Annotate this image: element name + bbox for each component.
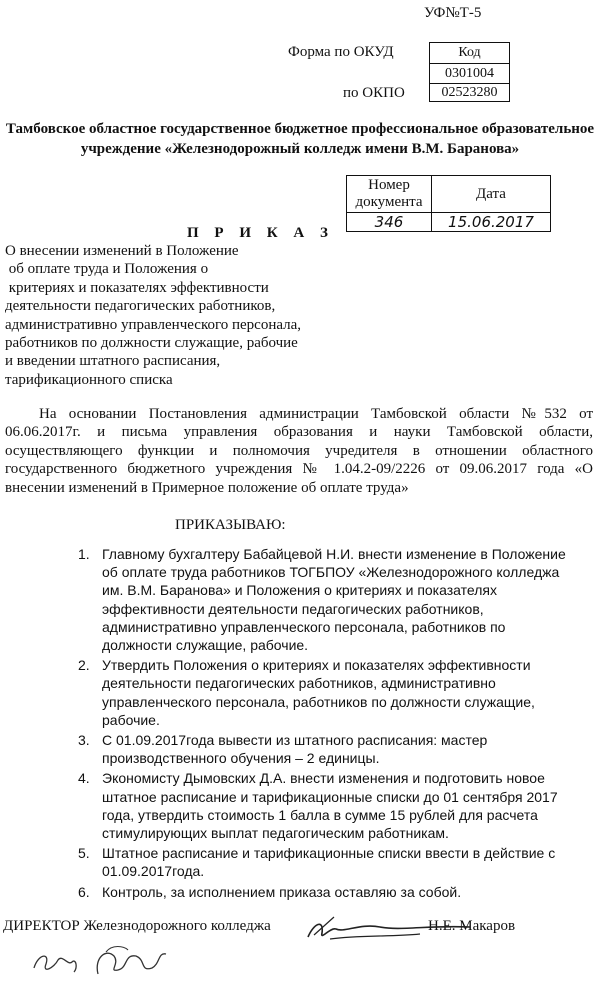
document-number: 346 <box>347 213 432 232</box>
subject-line: критериях и показателях эффективности <box>5 279 269 296</box>
date-header: Дата <box>432 176 551 213</box>
okud-label: Форма по ОКУД <box>288 44 394 60</box>
form-code: УФ№Т-5 <box>424 5 482 21</box>
item-text: Штатное расписание и тарификационные списки ввести в действие с 01.09.2017года. <box>102 845 556 880</box>
item-number: 1. <box>78 546 90 562</box>
subject-line: и введении штатного расписания, <box>5 353 221 370</box>
approval-signatures <box>28 938 178 983</box>
list-item <box>78 545 578 654</box>
subject-line: деятельности педагогических работников, <box>5 298 276 315</box>
document-title: П Р И К А З <box>187 225 334 241</box>
item-number: 2. <box>78 657 90 674</box>
director-signature <box>300 905 475 950</box>
item-number: 3. <box>78 732 90 749</box>
item-number: 6. <box>78 883 90 900</box>
item-text: Контроль, за исполнением приказа оставляю за собой. <box>102 883 462 900</box>
basis-paragraph: На основании Постановления администрации Тамбовской области №532 от 06.06.2017г. и письма управления образования и науки Тамбовской области, осуществляющего функции и полномочия учредителя в отношении областного государственного бюджетного учреждения № 1.04.2-09/2226 от 09.06.2017 года «О внесении изменений в Примерное положение об оплате труда» <box>5 406 593 496</box>
signatory-title: ДИРЕКТОР Железнодорожного колледжа <box>3 918 271 934</box>
order-items-list <box>78 545 578 903</box>
number-header: Номер документа <box>347 176 432 213</box>
subject-line: работников по должности служащие, рабочие <box>5 335 298 352</box>
okud-code: 0301004 <box>429 63 510 83</box>
signatory-name: Н.Е. Макаров <box>428 918 516 934</box>
list-item <box>78 656 578 729</box>
list-item <box>78 844 578 880</box>
item-text: Утвердить Положения о критериях и показателях эффективности деятельности педагогических работников, административно управленческого персонала, работников по должности служащие, рабочие. <box>102 657 535 728</box>
okpo-label: по ОКПО <box>343 85 405 101</box>
okpo-code: 02523280 <box>429 83 510 102</box>
item-text: Главному бухгалтеру Бабайцевой Н.И. внести изменение в Положение об оплате труда работников ТОГБПОУ «Железнодорожного колледжа им. В.М. Баранова» и Положения о критериях и показателях эффективности деятельности педагогических работников, административно управленческого персонала, работников по должности служащие, рабочие. <box>102 546 566 654</box>
subject-line: административно управленческого персонала, <box>5 316 302 333</box>
subject-line: тарификационного списка <box>5 371 173 388</box>
code-header: Код <box>429 42 510 63</box>
item-text: Экономисту Дымовских Д.А. внести изменения и подготовить новое штатное расписание и тарификационные списки до 01 сентября 2017 года, утвердить стоимость 1 балла в сумме 15 рублей для расчета стимулирующих выплат педагогическим работникам. <box>102 770 558 842</box>
subject-line: О внесении изменений в Положение <box>5 243 239 259</box>
item-number: 4. <box>78 770 90 787</box>
order-subject <box>5 242 301 389</box>
list-item <box>78 883 578 901</box>
list-item <box>78 731 578 767</box>
document-date: 15.06.2017 <box>432 213 551 232</box>
item-number: 5. <box>78 845 90 862</box>
organization-name: Тамбовское областное государственное бюджетное профессиональное образовательное учреждение «Железнодорожный колледж имени В.М. Баранова» <box>5 121 595 157</box>
list-item <box>78 769 578 842</box>
order-word: ПРИКАЗЫВАЮ: <box>175 517 286 533</box>
document-number-date-table <box>346 175 551 232</box>
subject-line: об оплате труда и Положения о <box>5 261 209 278</box>
item-text: С 01.09.2017года вывести из штатного расписания: мастер производственного обучения – 2 единицы. <box>102 732 488 767</box>
